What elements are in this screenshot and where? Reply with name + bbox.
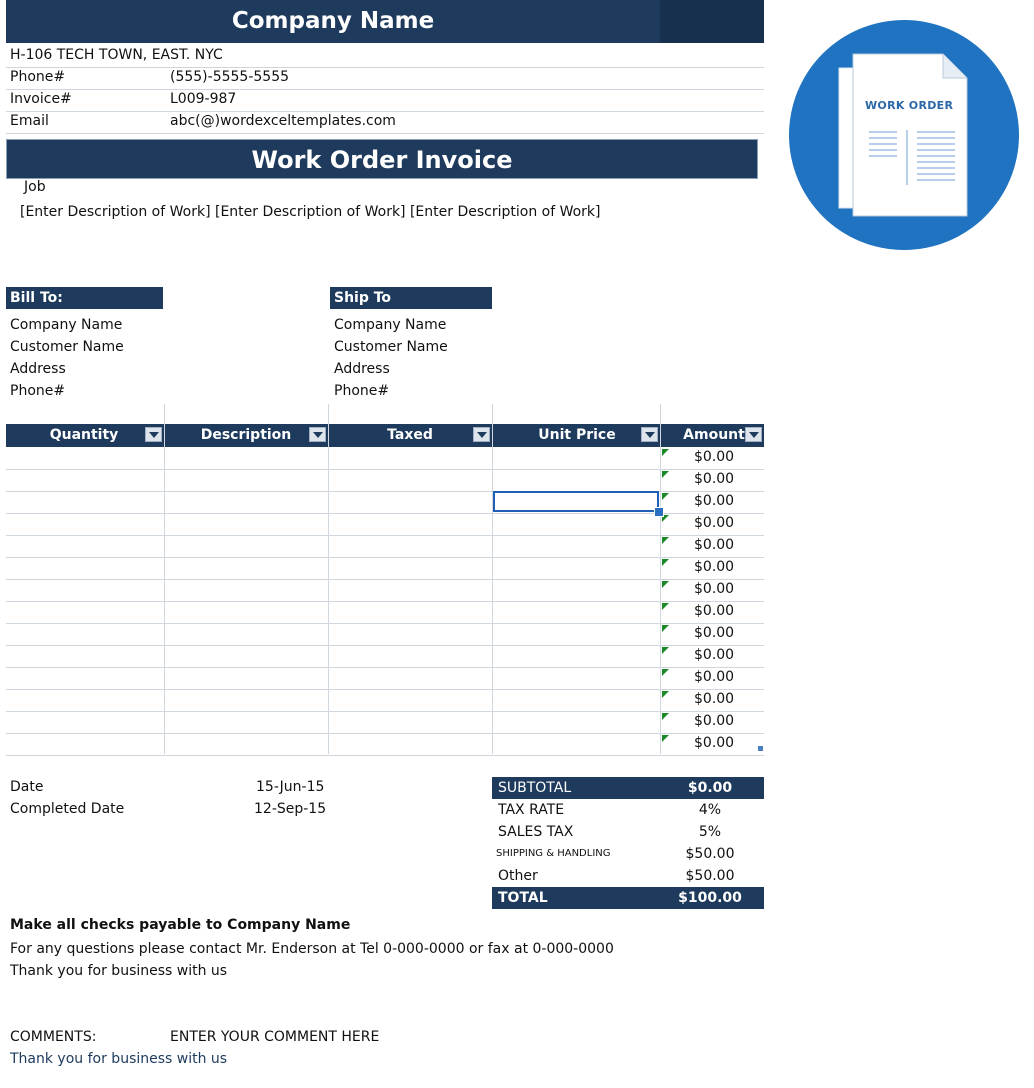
error-indicator-icon: [662, 471, 669, 478]
other-label: Other: [498, 868, 538, 884]
completed-date-label: Completed Date: [10, 801, 125, 817]
table-row: [6, 667, 764, 668]
table-row: [6, 689, 764, 690]
table-row: [6, 645, 764, 646]
ship-to-company[interactable]: Company Name: [334, 317, 447, 333]
amount-filter-dropdown[interactable]: [745, 427, 762, 442]
sales-tax-row: [492, 821, 764, 843]
ship-to-address[interactable]: Address: [334, 361, 390, 377]
table-resize-handle[interactable]: [758, 746, 763, 751]
amount-cell[interactable]: $0.00: [694, 537, 735, 553]
tax-rate-label: TAX RATE: [498, 802, 565, 818]
table-row: [6, 557, 764, 558]
shipping-label: SHIPPING & HANDLING: [496, 848, 611, 859]
checks-payable-note: Make all checks payable to Company Name: [10, 917, 351, 933]
error-indicator-icon: [662, 669, 669, 676]
subtotal-row: [492, 777, 764, 799]
error-indicator-icon: [662, 625, 669, 632]
logo-text: WORK ORDER: [865, 99, 954, 112]
date-label: Date: [10, 779, 44, 795]
error-indicator-icon: [662, 713, 669, 720]
bill-to-phone[interactable]: Phone#: [10, 383, 66, 399]
error-indicator-icon: [662, 537, 669, 544]
invoice-label: Invoice#: [10, 91, 72, 107]
amount-cell[interactable]: $0.00: [694, 603, 735, 619]
amount-cell[interactable]: $0.00: [694, 691, 735, 707]
bill-to-customer[interactable]: Customer Name: [10, 339, 124, 355]
phone-label: Phone#: [10, 69, 66, 85]
col-amount: Amount: [683, 427, 745, 443]
amount-cell[interactable]: $0.00: [694, 647, 735, 663]
other-value[interactable]: $50.00: [685, 868, 735, 884]
work-order-invoice-title: Work Order Invoice: [6, 139, 758, 179]
bill-to-company[interactable]: Company Name: [10, 317, 123, 333]
selected-cell[interactable]: [493, 491, 659, 512]
subtotal-label: SUBTOTAL: [498, 780, 572, 796]
table-row: [6, 579, 764, 580]
unit-price-filter-dropdown[interactable]: [641, 427, 658, 442]
col-taxed: Taxed: [387, 427, 433, 443]
work-order-logo: [789, 20, 1019, 250]
amount-cell[interactable]: $0.00: [694, 471, 735, 487]
document-icon: [789, 20, 1019, 250]
amount-cell[interactable]: $0.00: [694, 713, 735, 729]
tax-rate-row: [492, 799, 764, 821]
table-row: [6, 513, 764, 514]
table-row: [6, 623, 764, 624]
table-row: [6, 755, 764, 756]
sales-tax-value[interactable]: 5%: [698, 824, 722, 840]
job-description[interactable]: [Enter Description of Work] [Enter Description of Work] [Enter Description of Work]: [20, 204, 601, 220]
total-value: $100.00: [678, 890, 742, 906]
taxed-filter-dropdown[interactable]: [473, 427, 490, 442]
error-indicator-icon: [662, 647, 669, 654]
date-value[interactable]: 15-Jun-15: [256, 779, 325, 795]
total-row: [492, 887, 764, 909]
comments-value[interactable]: ENTER YOUR COMMENT HERE: [170, 1029, 380, 1045]
amount-cell[interactable]: $0.00: [694, 493, 735, 509]
ship-to-header: Ship To: [330, 287, 492, 309]
ship-to-customer[interactable]: Customer Name: [334, 339, 448, 355]
subtotal-value: $0.00: [687, 780, 733, 796]
amount-cell[interactable]: $0.00: [694, 449, 735, 465]
error-indicator-icon: [662, 559, 669, 566]
tax-rate-value[interactable]: 4%: [698, 802, 722, 818]
table-row: [6, 469, 764, 470]
contact-note: For any questions please contact Mr. Enderson at Tel 0-000-0000 or fax at 0-000-0000: [10, 941, 614, 957]
quantity-filter-dropdown[interactable]: [145, 427, 162, 442]
error-indicator-icon: [662, 449, 669, 456]
email-label: Email: [10, 113, 49, 129]
amount-cell[interactable]: $0.00: [694, 515, 735, 531]
total-label: TOTAL: [498, 890, 548, 906]
table-row: [6, 535, 764, 536]
shipping-row: [492, 843, 764, 865]
col-quantity: Quantity: [49, 427, 119, 443]
col-description: Description: [200, 427, 292, 443]
amount-cell[interactable]: $0.00: [694, 581, 735, 597]
ship-to-phone[interactable]: Phone#: [334, 383, 390, 399]
other-row: [492, 865, 764, 887]
table-row: [6, 601, 764, 602]
email-value[interactable]: abc(@)wordexceltemplates.com: [170, 113, 396, 129]
error-indicator-icon: [662, 691, 669, 698]
thanks-note-2: Thank you for business with us: [10, 1051, 228, 1067]
completed-date-value[interactable]: 12-Sep-15: [254, 801, 327, 817]
amount-cell[interactable]: $0.00: [694, 669, 735, 685]
phone-value[interactable]: (555)-5555-5555: [170, 69, 290, 85]
col-unit-price: Unit Price: [538, 427, 616, 443]
company-name-header: Company Name: [6, 0, 660, 43]
header-dark-cell: [660, 0, 764, 43]
invoice-value[interactable]: L009-987: [170, 91, 237, 107]
bill-to-address[interactable]: Address: [10, 361, 66, 377]
bill-to-header: Bill To:: [6, 287, 163, 309]
shipping-value[interactable]: $50.00: [685, 846, 735, 862]
error-indicator-icon: [662, 603, 669, 610]
fill-handle[interactable]: [654, 507, 664, 517]
comments-label: COMMENTS:: [10, 1029, 97, 1045]
table-row: [6, 733, 764, 734]
error-indicator-icon: [662, 735, 669, 742]
description-filter-dropdown[interactable]: [309, 427, 326, 442]
amount-cell[interactable]: $0.00: [694, 735, 735, 751]
job-label: Job: [24, 179, 46, 195]
error-indicator-icon: [662, 493, 669, 500]
amount-cell[interactable]: $0.00: [694, 625, 735, 641]
sales-tax-label: SALES TAX: [498, 824, 574, 840]
thanks-note: Thank you for business with us: [10, 963, 228, 979]
error-indicator-icon: [662, 581, 669, 588]
company-address: H-106 TECH TOWN, EAST. NYC: [10, 47, 223, 63]
table-row: [6, 711, 764, 712]
amount-cell[interactable]: $0.00: [694, 559, 735, 575]
